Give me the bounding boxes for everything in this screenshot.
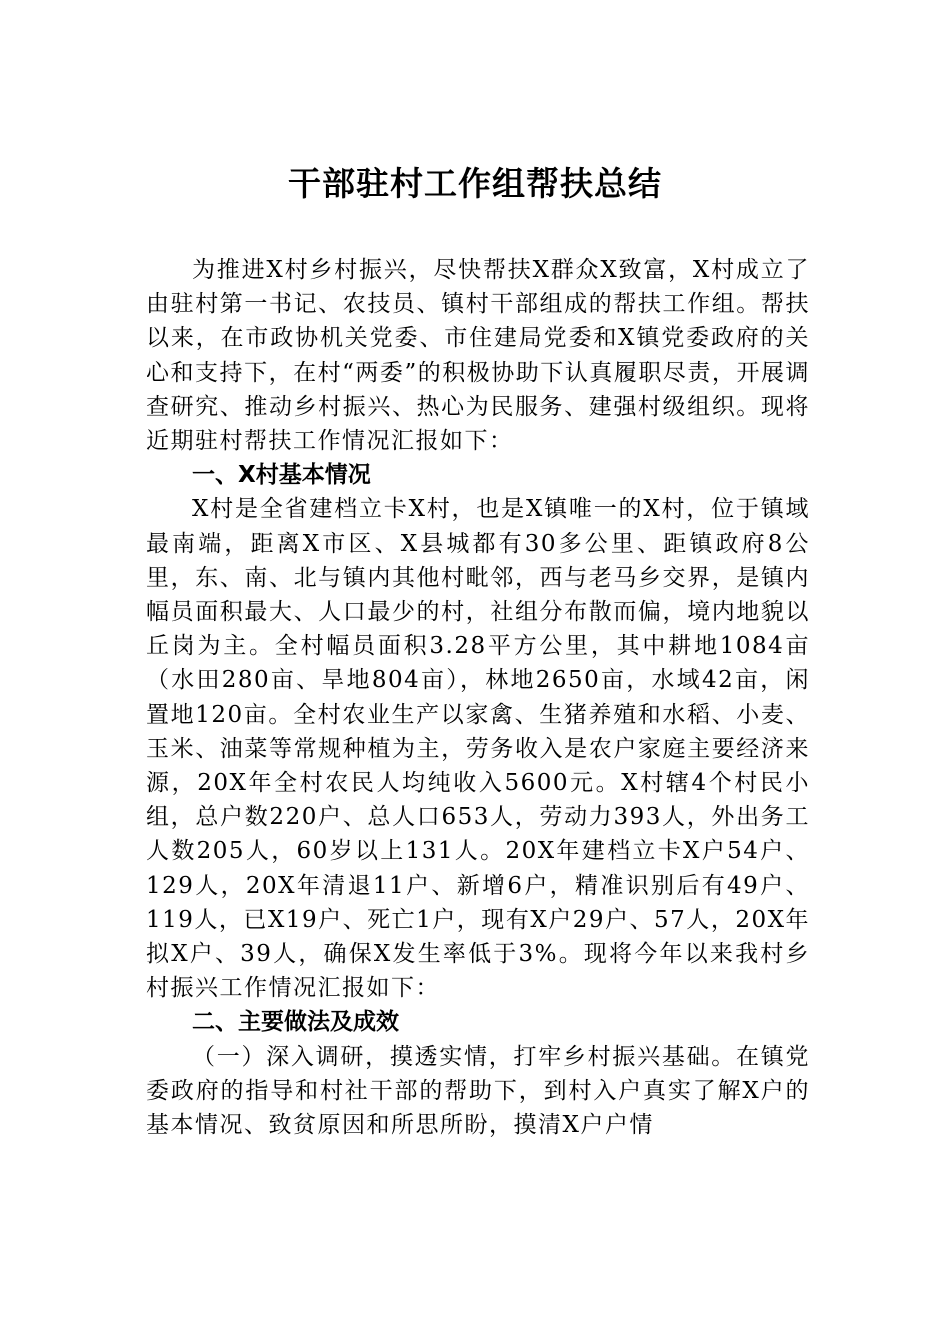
intro-paragraph: 为推进X村乡村振兴，尽快帮扶X群众X致富，X村成立了由驻村第一书记、农技员、镇村干部组成的帮扶工作组。帮扶以来，在市政协机关党委、市住建局党委和X镇党委政府的关心和支持下，在村“两委”的积极协助下认真履职尽责，开展调查研究、推动乡村振兴、热心为民服务、建强村级组织。现将近期驻村帮扶工作情况汇报如下： xyxy=(146,257,810,455)
document-body xyxy=(146,253,810,1142)
basic-info-paragraph: X村是全省建档立卡X村，也是X镇唯一的X村，位于镇域最南端，距离X市区、X县城都有30多公里、距镇政府8公里，东、南、北与镇内其他村毗邻，西与老马乡交界，是镇内幅员面积最大、人口最少的村，社组分布散而偏，境内地貌以丘岗为主。全村幅员面积3.28平方公里，其中耕地1084亩（水田280亩、旱地804亩），林地2650亩，水域42亩，闲置地120亩。全村农业生产以家禽、生猪养殖和水稻、小麦、玉米、油菜等常规种植为主，劳务收入是农户家庭主要经济来源，20X年全村农民人均纯收入5600元。X村辖4个村民小组，总户数220户、总人口653人，劳动力393人，外出务工人数205人，60岁以上131人。20X年建档立卡X户54户、129人，20X年清退11户、新增6户，精准识别后有49户、119人，已X19户、死亡1户，现有X户29户、57人，20X年拟X户、39人，确保X发生率低于3%。现将今年以来我村乡村振兴工作情况汇报如下： xyxy=(146,496,810,1002)
measures-paragraph: （一）深入调研，摸透实情，打牢乡村振兴基础。在镇党委政府的指导和村社干部的帮助下，到村入户真实了解X户的基本情况、致贫原因和所思所盼，摸清X户户情 xyxy=(146,1043,810,1139)
section-heading-2: 二、主要做法及成效 xyxy=(192,1009,399,1036)
document-title: 干部驻村工作组帮扶总结 xyxy=(288,164,662,203)
section-heading-1: 一、X村基本情况 xyxy=(192,462,371,489)
